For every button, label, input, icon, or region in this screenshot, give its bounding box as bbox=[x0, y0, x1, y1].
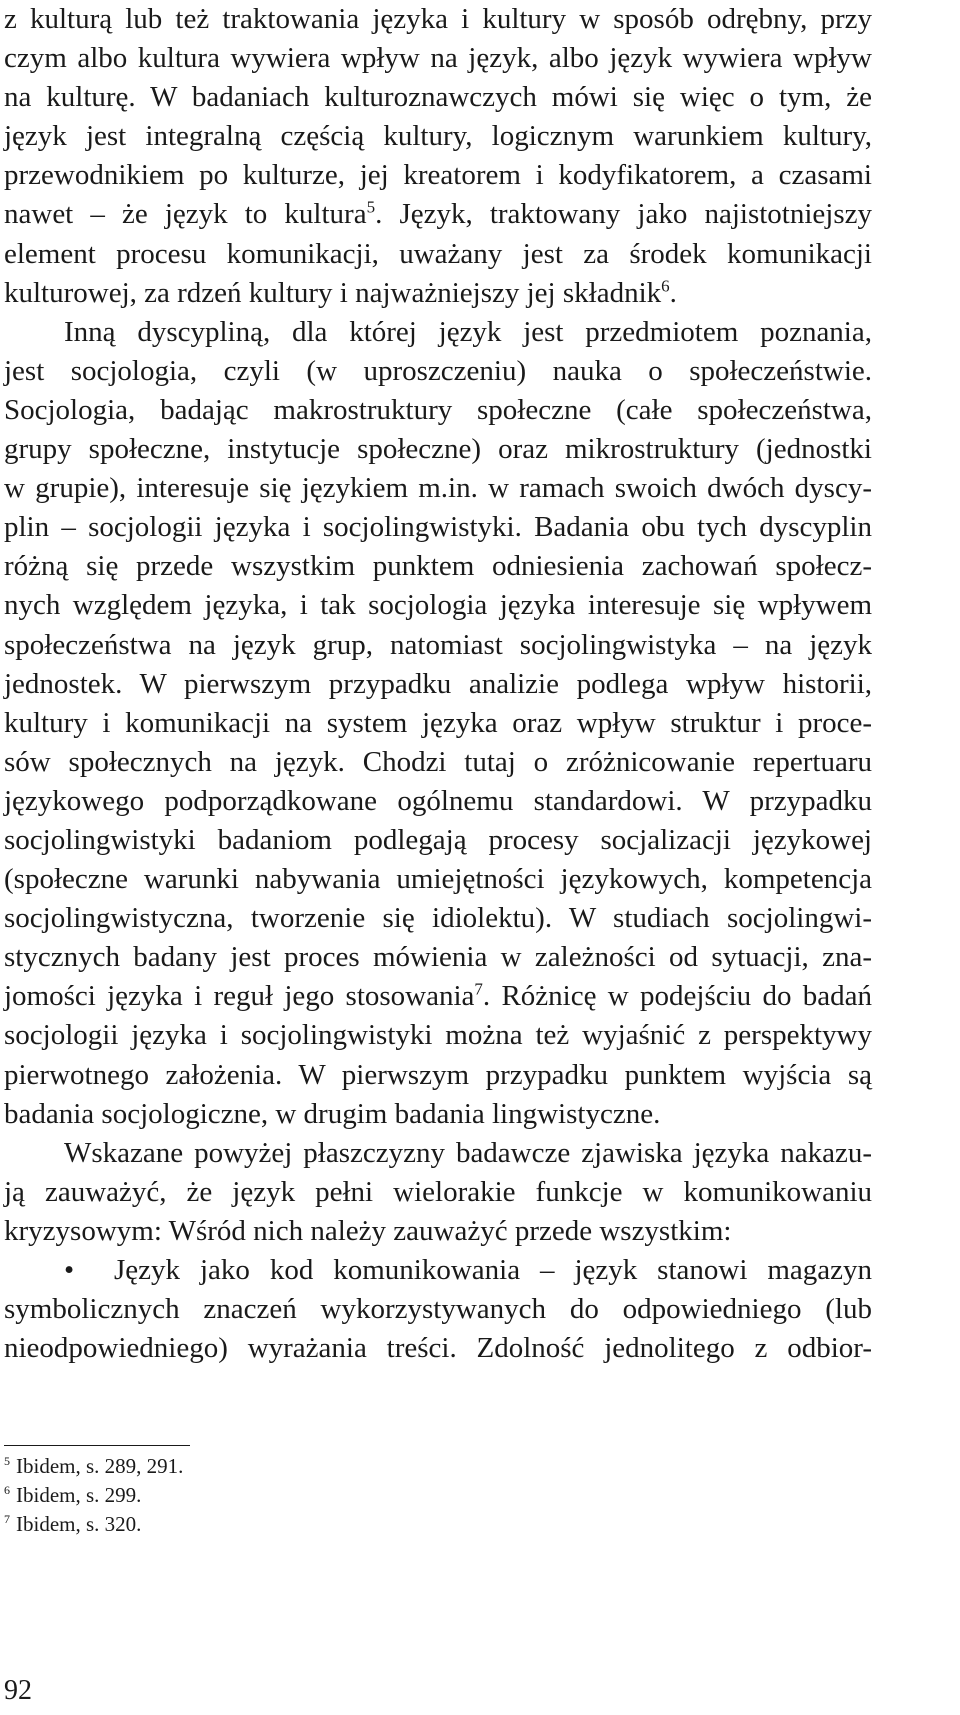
line-content: pierwotnego założenia. W pierwszym przypadku punktem wyjścia są bbox=[4, 1058, 872, 1091]
line-text bbox=[4, 782, 872, 821]
text-line bbox=[4, 586, 872, 625]
line-content: językowego podporządkowane ogólnemu standardowi. W przypadku bbox=[4, 784, 872, 817]
text-line bbox=[4, 547, 872, 586]
line-text bbox=[4, 743, 872, 782]
line-text bbox=[4, 704, 872, 743]
line-text bbox=[4, 430, 872, 469]
line-text bbox=[4, 78, 872, 117]
line-content: jomości języka i reguł jego stosowania bbox=[4, 980, 475, 1013]
text-line bbox=[4, 821, 872, 860]
line-content: jest socjologia, czyli (w uproszczeniu) nauka o społeczeństwie. bbox=[4, 354, 872, 387]
text-line bbox=[4, 1134, 872, 1173]
line-content: na kulturę. W badaniach kulturoznawczych mówi się więc o tym, że bbox=[4, 81, 872, 114]
text-line bbox=[4, 743, 872, 782]
main-text bbox=[4, 0, 872, 1368]
line-content: grupy społeczne, instytucje społeczne) oraz mikrostruktury (jednostki bbox=[4, 433, 872, 466]
text-line bbox=[4, 782, 872, 821]
line-text bbox=[4, 391, 872, 430]
text-line bbox=[4, 352, 872, 391]
line-text bbox=[4, 860, 872, 899]
line-content: ją zauważyć, że język pełni wielorakie funkcje w komunikowaniu bbox=[4, 1175, 872, 1208]
footnote-text: Ibidem, s. 320. bbox=[16, 1512, 142, 1536]
line-text bbox=[4, 1212, 872, 1251]
line-text bbox=[4, 547, 872, 586]
footnote-6 bbox=[4, 1481, 604, 1510]
line-content: społeczeństwa na język grup, natomiast socjolingwistyka – na język bbox=[4, 628, 872, 661]
text-line bbox=[4, 1329, 872, 1368]
text-line bbox=[4, 274, 872, 313]
footnote-text: Ibidem, s. 289, 291. bbox=[16, 1454, 184, 1478]
text-line bbox=[4, 1251, 872, 1290]
text-line bbox=[4, 1095, 872, 1134]
line-content: Inną dyscypliną, dla której język jest przedmiotem poznania, bbox=[64, 315, 872, 348]
line-content: język jest integralną częścią kultury, logicznym warunkiem kultury, bbox=[4, 120, 872, 153]
line-content: kultury i komunikacji na system języka oraz wpływ struktur i proce- bbox=[4, 706, 872, 739]
line-content: z kulturą lub też traktowania języka i kultury w sposób odrębny, przy bbox=[4, 3, 872, 35]
line-text bbox=[4, 469, 872, 508]
text-line bbox=[4, 665, 872, 704]
text-line bbox=[4, 704, 872, 743]
text-line bbox=[4, 1056, 872, 1095]
line-content: symbolicznych znaczeń wykorzystywanych do odpowiedniego (lub bbox=[4, 1293, 872, 1326]
footnote-reference: 5 bbox=[366, 197, 376, 217]
line-content: stycznych badany jest proces mówienia w zależności od sytuacji, zna- bbox=[4, 941, 872, 974]
line-content: jednostek. W pierwszym przypadku analizie podlega wpływ historii, bbox=[4, 667, 872, 700]
line-content: badania socjologiczne, w drugim badania lingwistyczne. bbox=[4, 1097, 661, 1130]
footnotes bbox=[4, 1452, 604, 1539]
line-text bbox=[4, 508, 872, 547]
footnote-5 bbox=[4, 1452, 604, 1481]
line-text bbox=[4, 0, 872, 39]
text-line bbox=[4, 626, 872, 665]
line-text bbox=[4, 586, 872, 625]
line-content: (społeczne warunki nabywania umiejętności językowych, kompetencja bbox=[4, 863, 872, 896]
text-line bbox=[4, 78, 872, 117]
text-line bbox=[4, 977, 872, 1016]
line-text bbox=[4, 195, 872, 234]
line-content: element procesu komunikacji, uważany jest za środek komunikacji bbox=[4, 237, 872, 270]
text-line bbox=[4, 1016, 872, 1055]
footnote-reference: 7 bbox=[474, 979, 483, 999]
line-text bbox=[4, 39, 872, 78]
text-line bbox=[4, 1173, 872, 1212]
text-line bbox=[4, 899, 872, 938]
line-text bbox=[4, 274, 872, 313]
line-content: kryzysowym: Wśród nich należy zauważyć przede wszystkim: bbox=[4, 1214, 732, 1247]
bullet-marker: • bbox=[64, 1254, 115, 1286]
footnote-text: Ibidem, s. 299. bbox=[16, 1483, 142, 1507]
line-content: przewodnikiem po kulturze, jej kreatorem i kodyfikatorem, a czasami bbox=[4, 159, 872, 192]
footnote-number: 6 bbox=[4, 1483, 10, 1497]
line-continuation: . Język, traktowany jako najistotniejszy bbox=[375, 198, 872, 231]
line-content: sów społecznych na język. Chodzi tutaj o zróżnicowanie repertuaru bbox=[4, 745, 872, 778]
text-line bbox=[4, 1290, 872, 1329]
line-content: Wskazane powyżej płaszczyzny badawcze zjawiska języka nakazu- bbox=[64, 1136, 872, 1169]
text-line bbox=[4, 39, 872, 78]
footnote-number: 5 bbox=[4, 1454, 10, 1468]
text-line bbox=[4, 313, 872, 352]
line-text bbox=[4, 1134, 872, 1173]
footnote-reference: 6 bbox=[661, 276, 670, 295]
line-content: Język jako kod komunikowania – język stanowi magazyn bbox=[114, 1254, 872, 1286]
line-content: plin – socjologii języka i socjolingwistyki. Badania obu tych dyscyplin bbox=[4, 511, 872, 544]
text-line bbox=[4, 156, 872, 195]
line-text bbox=[4, 235, 872, 274]
line-text bbox=[4, 1290, 872, 1329]
line-text bbox=[4, 117, 872, 156]
footnote-7 bbox=[4, 1510, 604, 1539]
line-text bbox=[4, 938, 872, 977]
line-content: kulturowej, za rdzeń kultury i najważniejszy jej składnik bbox=[4, 276, 662, 309]
text-line bbox=[4, 391, 872, 430]
line-content: różną się przede wszystkim punktem odniesienia zachowań społecz- bbox=[4, 550, 872, 583]
text-line bbox=[4, 430, 872, 469]
line-text bbox=[4, 1095, 872, 1134]
line-text bbox=[4, 1329, 872, 1368]
line-content: nawet – że język to kultura bbox=[4, 198, 367, 231]
line-text bbox=[4, 1173, 872, 1212]
line-text bbox=[4, 313, 872, 352]
line-content: czym albo kultura wywiera wpływ na język, albo język wywiera wpływ bbox=[4, 42, 872, 75]
text-line bbox=[4, 1212, 872, 1251]
line-content: socjologii języka i socjolingwistyki można też wyjaśnić z perspektywy bbox=[4, 1019, 872, 1052]
line-text bbox=[4, 665, 872, 704]
line-text bbox=[4, 626, 872, 665]
line-content: socjolingwistyczna, tworzenie się idiolektu). W studiach socjolingwi- bbox=[4, 902, 872, 935]
text-line bbox=[4, 860, 872, 899]
line-content: socjolingwistyki badaniom podlegają procesy socjalizacji językowej bbox=[4, 823, 872, 856]
footnote-separator bbox=[4, 1445, 190, 1446]
page-number: 92 bbox=[4, 1675, 32, 1706]
line-content: Socjologia, badając makrostruktury społeczne (całe społeczeństwa, bbox=[4, 393, 872, 426]
text-line bbox=[4, 195, 872, 234]
line-text bbox=[4, 156, 872, 195]
text-line bbox=[4, 469, 872, 508]
text-line bbox=[4, 508, 872, 547]
line-continuation: . Różnicę w podejściu do badań bbox=[482, 980, 872, 1013]
line-text bbox=[4, 1251, 872, 1290]
line-content: nych względem języka, i tak socjologia języka interesuje się wpływem bbox=[4, 589, 872, 622]
text-line bbox=[4, 0, 872, 39]
line-text bbox=[4, 977, 872, 1016]
line-text bbox=[4, 899, 872, 938]
text-line bbox=[4, 938, 872, 977]
line-text bbox=[4, 1016, 872, 1055]
line-content: w grupie), interesuje się językiem m.in. w ramach swoich dwóch dyscy- bbox=[4, 472, 872, 505]
line-text bbox=[4, 821, 872, 860]
text-line bbox=[4, 235, 872, 274]
line-content: nieodpowiedniego) wyrażania treści. Zdolność jednolitego z odbior- bbox=[4, 1332, 872, 1365]
footnote-number: 7 bbox=[4, 1512, 10, 1526]
line-continuation: . bbox=[669, 276, 677, 309]
line-text bbox=[4, 352, 872, 391]
text-line bbox=[4, 117, 872, 156]
line-text bbox=[4, 1056, 872, 1095]
